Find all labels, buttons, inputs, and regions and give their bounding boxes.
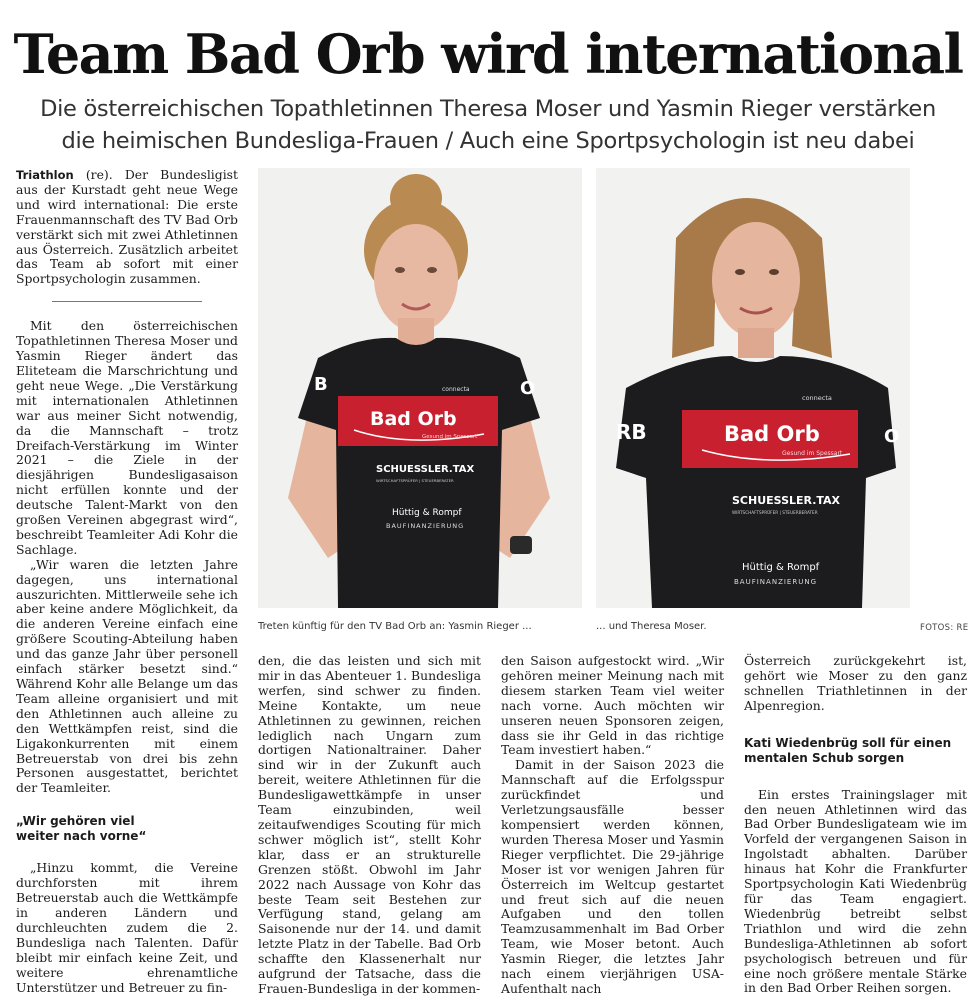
paragraph: den, die das leisten und sich mit mir in das Abenteuer 1. Bundesliga werfen, sind schwer zu finden. Meine Kontakte, um neue Athletinnen zu gewinnen, reichen lediglich nach Ungarn zum dortigen Nationaltrainer. Daher sind wir in der Zukunft auch bereit, weitere Athletinnen für die Bundesligawettkämpfe in unser Team einzubinden, weil zeitaufwendiges Scouting für mich schwer möglich ist“, stellt Kohr klar, dass er an strukturelle Grenzen stößt. Obwohl im Jahr 2022 nach Aussage von Kohr das beste Team seit Bestehen zur Verfügung stand, gelang am Saisonende nur der 14. und damit letzte Platz in der Tabelle. Bad Orb schaffte den Klassenerhalt nur aufgrund der Tatsache, dass die Frauen-Bundesliga in der kommen- [258, 653, 481, 996]
article-column-1 [16, 168, 238, 995]
subheading: „Wir gehören viel weiter nach vorne“ [16, 814, 147, 844]
jersey-sponsor-1: SCHUESSLER.TAX [376, 464, 475, 475]
intro-paragraph [16, 168, 238, 287]
jersey-sponsor-1-sub: WIRTSCHAFTSPRÜFER | STEUERBERATER [732, 510, 818, 515]
jersey-connecta: connecta [442, 386, 470, 393]
jersey-chest-letters: RB [616, 420, 647, 444]
paragraph: den Saison aufgestockt wird. „Wir gehören meiner Meinung nach mit diesem starken Team viel weiter nach vorne. Auch möchten wir unseren neuen Sponsoren zeigen, dass sie ihr Geld in das richtige Team investiert haben.“ [501, 653, 724, 758]
jersey-sponsor-1-sub: WIRTSCHAFTSPRÜFER | STEUERBERATER [376, 478, 454, 483]
subheadline: Die österreichischen Topathletinnen Theresa Moser und Yasmin Rieger verstärken die heimischen Bundesliga-Frauen / Auch eine Sportpsychologin ist neu dabei [40, 96, 936, 154]
jersey-tagline: Gesund im Spessart [422, 434, 478, 440]
intro-text: (re). Der Bundesligist aus der Kurstadt geht neue Wege und wird international: Die erste Frauenmannschaft des TV Bad Orb verstärkt sich mit zwei Athletinnen aus Österreich. Zusätzlich arbeitet das Team ab sofort mit einer Sportpsychologin zusammen. [16, 167, 238, 287]
paragraph: Österreich zurückgekehrt ist, gehört wie Moser zu den ganz schnellen Triathletinnen in der Alpenregion. [744, 653, 967, 713]
article-column-3 [501, 654, 724, 997]
photo-caption-right: ... und Theresa Moser. [596, 621, 707, 632]
paragraph: „Wir waren die letzten Jahre dagegen, uns international auszurichten. Mittlerweile sehe ich aber keine andere Möglichkeit, da die anderen Vereine einfach eine größere Scouting-Abteilung haben und das ganze Jahr über personell einfach stärker besetzt sind.“ Während Kohr alle Belange um das Team alleine organisiert und mit den Athletinnen auch alleine zu den Wettkämpfen reist, sind die Ligakonkurrenten mit einem Betreuerstab von drei bis zehn Personen ausgestattet, berichtet der Teamleiter. [16, 556, 238, 796]
photo-credit: FOTOS: RE [920, 623, 969, 633]
photo-caption-left: Treten künftig für den TV Bad Orb an: Yasmin Rieger ... [258, 621, 532, 632]
article-column-4 [744, 654, 967, 996]
photo-yasmin-rieger [258, 168, 582, 608]
paragraph: Ein erstes Trainingslager mit den neuen Athletinnen wird das Bad Orber Bundesligateam wie im Vorfeld der vergangenen Saison in Ingolstadt abhalten. Darüber hinaus hat Kohr die Frankfurter Sportpsychologin Kati Wiedenbrüg für das Team engagiert. Wiedenbrüg betreibt selbst Triathlon und wird die zehn Bundesliga-Athletinnen ab sofort psychologisch betreuen und für eine noch größere mentale Stärke in den Bad Orber Reihen sorgen. [744, 786, 967, 996]
jersey-brand: Bad Orb [370, 408, 457, 430]
jersey-sponsor-2-sub: BAUFINANZIERUNG [734, 578, 817, 586]
paragraph: Mit den österreichischen Topathletinnen Theresa Moser und Yasmin Rieger ändert das Eliteteam die Marschrichtung und geht neue Wege. „Die Verstärkung mit internationalen Athletinnen war aus meiner Sicht notwendig, da die Mannschaft – trotz Dreifach-Verstärkung im Winter 2021 – die Ziele in der diesjährigen Bundesligasaison nicht erfüllen konnte und der deutsche Talent-Markt von den großen Vereinen abgegrast wird“, beschreibt Teamleiter Adi Kohr die Sachlage. [16, 318, 238, 557]
dateline: Triathlon [16, 168, 74, 182]
jersey-sponsor-2: Hüttig & Rompf [742, 562, 820, 573]
paragraph: „Hinzu kommt, die Vereine durchforsten mit ihrem Betreuerstab auch die Wettkämpfe in anderen Ländern und durchleuchten zudem die 2. Bundesliga nach Talenten. Dafür bleibt mir einfach keine Zeit, und weitere ehrenamtliche Unterstützer und Betreuer zu fin- [16, 860, 238, 995]
divider [52, 301, 202, 302]
jersey-connecta: connecta [802, 394, 832, 402]
jersey-sleeve-right: O [520, 378, 536, 399]
jersey-sponsor-1: SCHUESSLER.TAX [732, 494, 841, 507]
jersey-sponsor-2-sub: BAUFINANZIERUNG [386, 522, 465, 530]
jersey-tagline: Gesund im Spessart [782, 450, 843, 457]
jersey-sponsor-2: Hüttig & Rompf [392, 508, 462, 518]
article-column-2 [258, 654, 481, 997]
photo-theresa-moser [596, 168, 910, 608]
jersey-sleeve-left: B [314, 374, 328, 395]
athlete-portrait-right [596, 168, 910, 608]
jersey-sleeve-right: O [884, 426, 900, 447]
subheading: Kati Wiedenbrüg soll für einen mentalen Schub sorgen [744, 735, 952, 765]
jersey-brand: Bad Orb [724, 422, 820, 446]
paragraph: Damit in der Saison 2023 die Mannschaft auf die Erfolgsspur zurückfindet und Verletzungsausfälle besser kompensiert werden können, wurden Theresa Moser und Yasmin Rieger verpflichtet. Die 29-jährige Moser ist vor wenigen Jahren für Österreich im Weltcup gestartet und freut sich auf die neuen Aufgaben und den tollen Teamzusammenhalt im Bad Orber Team, wie Moser betont. Auch Yasmin Rieger, die letztes Jahr nach einem vierjährigen USA-Aufenthalt nach [501, 757, 724, 996]
headline: Team Bad Orb wird international [13, 22, 963, 86]
